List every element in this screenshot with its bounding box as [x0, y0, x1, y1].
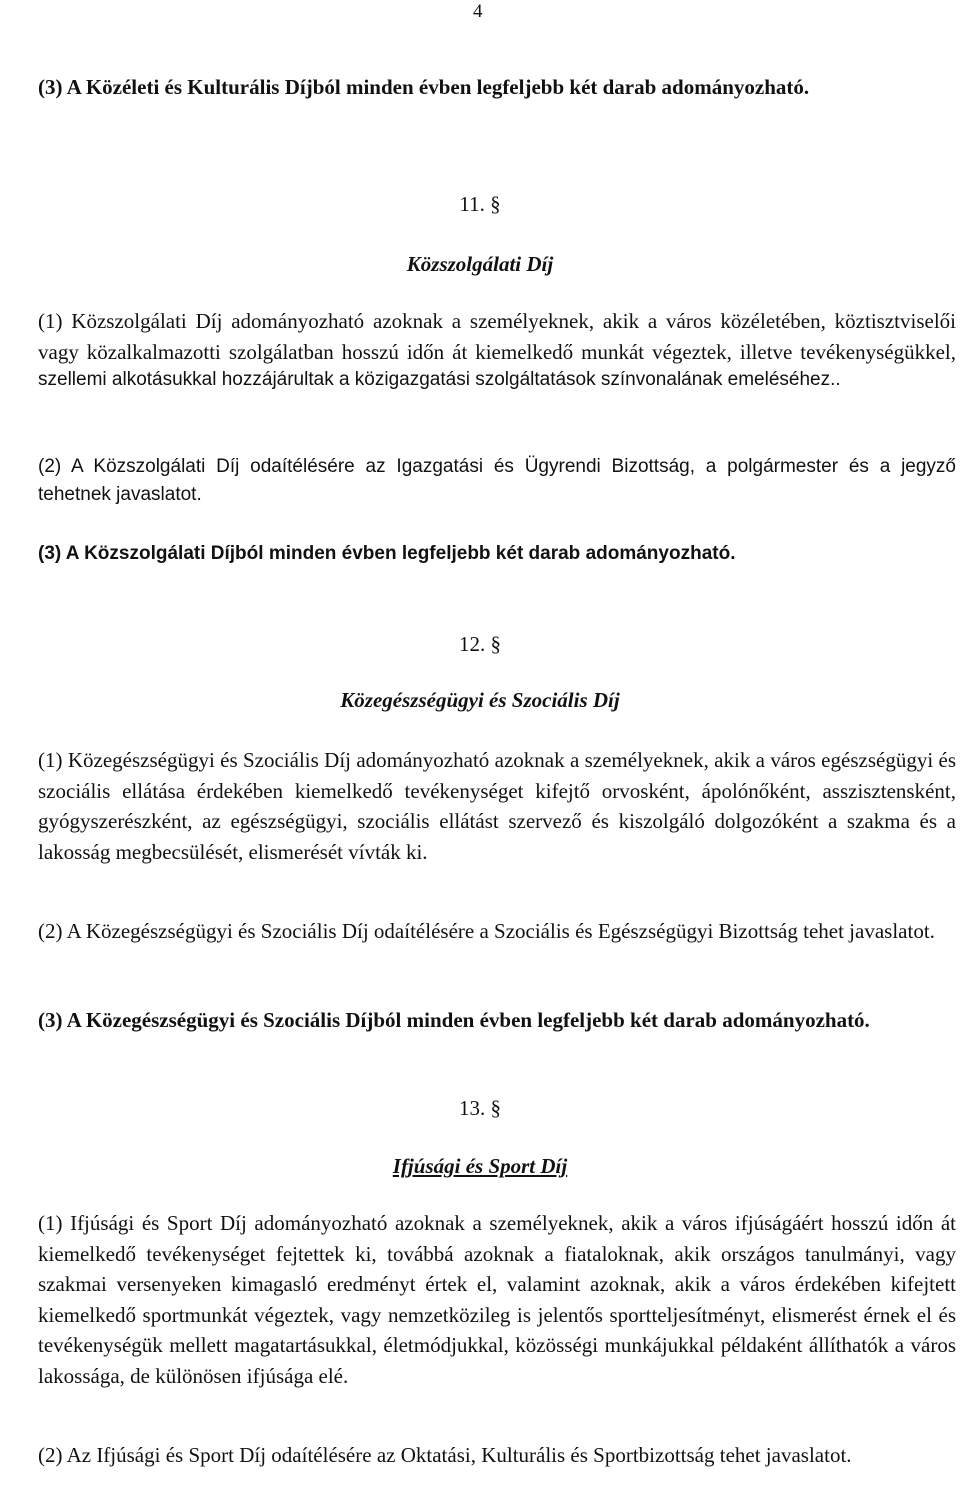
- section12-paragraph-1: (1) Közegészségügyi és Szociális Díj adományozható azoknak a személyeknek, akik a város egészségügyi és szociális ellátása érdekében kiemelkedő tevékenységet kifejtő orvosként, ápolónőként, asszisztensként, gyógyszerészként, az egészségügyi, szociális ellátást szervező és kiszolgáló dolgozóként a szakma és a lakosság megbecsülését, elismerését vívták ki.: [38, 748, 956, 864]
- section13-number: 13. §: [459, 1096, 501, 1120]
- section13-paragraph-1: (1) Ifjúsági és Sport Díj adományozható azoknak a személyeknek, akik a város ifjúságáért hosszú időn át kiemelkedő tevékenységet fejtettek ki, továbbá azoknak a fiataloknak, akik országos tanulmányi, vagy szakmai versenyeken kimagasló eredményt értek el, valamint azoknak, akik a város érdekében kifejtett kiemelkedő sportmunkát végeztek, vagy nemzetközileg is jelentős sportteljesítményt, elismerést érnek el és tevékenységük mellett magatartásukkal, életmódjukkal, közösségi munkájukkal példaként állíthatók a város lakossága, de különösen ifjúsága elé.: [38, 1211, 956, 1388]
- section12-paragraph-2: (2) A Közegészségügyi és Szociális Díj odaítélésére a Szociális és Egészségügyi Bizottság tehet javaslatot.: [38, 919, 935, 943]
- section11-paragraph-2: (2) A Közszolgálati Díj odaítélésére az Igazgatási és Ügyrendi Bizottság, a polgármester és a jegyző tehetnek javaslatot.: [38, 456, 956, 505]
- section10-paragraph-3: (3) A Közéleti és Kulturális Díjból minden évben legfeljebb két darab adományozható.: [38, 75, 810, 99]
- section13-paragraph-2: (2) Az Ifjúsági és Sport Díj odaítélésére az Oktatási, Kulturális és Sportbizottság tehet javaslatot.: [38, 1443, 852, 1467]
- section11-paragraph-1: [38, 306, 956, 367]
- section11-number: 11. §: [459, 192, 501, 216]
- page-number: 4: [473, 1, 483, 22]
- section11-paragraph-1-text: (1) Közszolgálati Díj adományozható azoknak a személyeknek, akik a város közéletében, köztisztviselői vagy közalkalmazotti szolgálatban hosszú időn át kiemelkedő munkát végeztek, illetve tevékenységükkel,: [38, 309, 956, 364]
- section12-paragraph-3: (3) A Közegészségügyi és Szociális Díjból minden évben legfeljebb két darab adományozható.: [38, 1008, 870, 1032]
- section12-number: 12. §: [459, 632, 501, 656]
- section11-paragraph-3: (3) A Közszolgálati Díjból minden évben legfeljebb két darab adományozható.: [38, 543, 736, 564]
- section11-paragraph-1-cont: szellemi alkotásukkal hozzájárultak a közigazgatási szolgáltatások színvonalának emeléséhez..: [38, 369, 841, 390]
- section13-title: Ifjúsági és Sport Díj: [392, 1154, 568, 1178]
- section12-title: Közegészségügyi és Szociális Díj: [340, 688, 620, 712]
- section11-title: Közszolgálati Díj: [406, 252, 554, 276]
